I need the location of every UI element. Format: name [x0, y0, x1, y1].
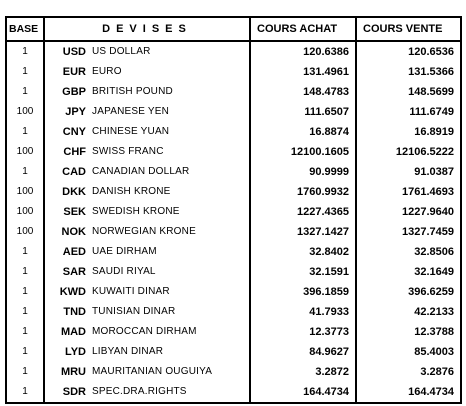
table-row — [6, 382, 461, 403]
table-row — [6, 41, 461, 62]
table-row — [6, 282, 461, 302]
table-row — [6, 222, 461, 242]
base-cell: 1 — [6, 322, 44, 342]
cours-vente-cell: 120.6536 — [356, 41, 461, 62]
header-devises: DEVISES — [44, 17, 250, 41]
table-row — [6, 302, 461, 322]
base-cell: 1 — [6, 302, 44, 322]
table-row — [6, 62, 461, 82]
base-cell: 1 — [6, 262, 44, 282]
currency-code: MRU — [44, 362, 92, 382]
currency-code: EUR — [44, 62, 92, 82]
table-row — [6, 82, 461, 102]
cours-vente-cell: 16.8919 — [356, 122, 461, 142]
cours-vente-cell: 12106.5222 — [356, 142, 461, 162]
cours-achat-cell: 1760.9932 — [250, 182, 356, 202]
cours-achat-cell: 1227.4365 — [250, 202, 356, 222]
cours-achat-cell: 1327.1427 — [250, 222, 356, 242]
cours-vente-cell: 1761.4693 — [356, 182, 461, 202]
table-row — [6, 122, 461, 142]
currency-code: JPY — [44, 102, 92, 122]
base-cell: 100 — [6, 142, 44, 162]
base-cell: 100 — [6, 202, 44, 222]
currency-name: MAURITANIAN OUGUIYA — [92, 362, 250, 382]
header-cours-achat: COURS ACHAT — [250, 17, 356, 41]
currency-name: SAUDI RIYAL — [92, 262, 250, 282]
cours-achat-cell: 131.4961 — [250, 62, 356, 82]
table-row — [6, 182, 461, 202]
currency-name: NORWEGIAN KRONE — [92, 222, 250, 242]
currency-name: SWISS FRANC — [92, 142, 250, 162]
currency-code: AED — [44, 242, 92, 262]
currency-code: DKK — [44, 182, 92, 202]
base-cell: 1 — [6, 382, 44, 403]
currency-name: UAE DIRHAM — [92, 242, 250, 262]
currency-code: NOK — [44, 222, 92, 242]
cours-vente-cell: 3.2876 — [356, 362, 461, 382]
header-row — [6, 17, 461, 41]
table-row — [6, 342, 461, 362]
currency-name: MOROCCAN DIRHAM — [92, 322, 250, 342]
cours-vente-cell: 396.6259 — [356, 282, 461, 302]
table-row — [6, 242, 461, 262]
cours-vente-cell: 131.5366 — [356, 62, 461, 82]
cours-achat-cell: 90.9999 — [250, 162, 356, 182]
currency-code: CHF — [44, 142, 92, 162]
cours-achat-cell: 12.3773 — [250, 322, 356, 342]
currency-code: KWD — [44, 282, 92, 302]
currency-code: SAR — [44, 262, 92, 282]
currency-code: CNY — [44, 122, 92, 142]
table-row — [6, 162, 461, 182]
base-cell: 1 — [6, 41, 44, 62]
currency-code: CAD — [44, 162, 92, 182]
base-cell: 1 — [6, 82, 44, 102]
table-row — [6, 202, 461, 222]
currency-name: CHINESE YUAN — [92, 122, 250, 142]
table-row — [6, 142, 461, 162]
base-cell: 100 — [6, 222, 44, 242]
currency-code: TND — [44, 302, 92, 322]
currency-name: CANADIAN DOLLAR — [92, 162, 250, 182]
exchange-rate-table — [5, 16, 462, 404]
cours-vente-cell: 85.4003 — [356, 342, 461, 362]
base-cell: 1 — [6, 162, 44, 182]
cours-achat-cell: 12100.1605 — [250, 142, 356, 162]
cours-achat-cell: 148.4783 — [250, 82, 356, 102]
cours-achat-cell: 164.4734 — [250, 382, 356, 403]
currency-name: KUWAITI DINAR — [92, 282, 250, 302]
currency-code: LYD — [44, 342, 92, 362]
cours-vente-cell: 42.2133 — [356, 302, 461, 322]
cours-achat-cell: 16.8874 — [250, 122, 356, 142]
currency-name: BRITISH POUND — [92, 82, 250, 102]
base-cell: 1 — [6, 342, 44, 362]
cours-achat-cell: 41.7933 — [250, 302, 356, 322]
cours-vente-cell: 32.1649 — [356, 262, 461, 282]
currency-name: US DOLLAR — [92, 41, 250, 62]
header-base: BASE — [6, 17, 44, 41]
table-row — [6, 322, 461, 342]
currency-name: LIBYAN DINAR — [92, 342, 250, 362]
rate-table-body — [6, 41, 461, 403]
cours-vente-cell: 111.6749 — [356, 102, 461, 122]
currency-name: TUNISIAN DINAR — [92, 302, 250, 322]
cours-vente-cell: 1327.7459 — [356, 222, 461, 242]
base-cell: 1 — [6, 242, 44, 262]
currency-name: SWEDISH KRONE — [92, 202, 250, 222]
cours-achat-cell: 32.1591 — [250, 262, 356, 282]
base-cell: 1 — [6, 62, 44, 82]
currency-code: MAD — [44, 322, 92, 342]
table-row — [6, 362, 461, 382]
header-cours-vente: COURS VENTE — [356, 17, 461, 41]
currency-code: GBP — [44, 82, 92, 102]
cours-achat-cell: 396.1859 — [250, 282, 356, 302]
currency-name: DANISH KRONE — [92, 182, 250, 202]
currency-name: SPEC.DRA.RIGHTS — [92, 382, 250, 403]
base-cell: 1 — [6, 362, 44, 382]
currency-code: SDR — [44, 382, 92, 403]
cours-vente-cell: 148.5699 — [356, 82, 461, 102]
base-cell: 1 — [6, 282, 44, 302]
cours-vente-cell: 32.8506 — [356, 242, 461, 262]
currency-code: USD — [44, 41, 92, 62]
cours-achat-cell: 84.9627 — [250, 342, 356, 362]
cours-vente-cell: 1227.9640 — [356, 202, 461, 222]
currency-name: EURO — [92, 62, 250, 82]
cours-achat-cell: 120.6386 — [250, 41, 356, 62]
cours-achat-cell: 32.8402 — [250, 242, 356, 262]
table-row — [6, 102, 461, 122]
currency-code: SEK — [44, 202, 92, 222]
base-cell: 100 — [6, 102, 44, 122]
table-row — [6, 262, 461, 282]
cours-vente-cell: 12.3788 — [356, 322, 461, 342]
currency-name: JAPANESE YEN — [92, 102, 250, 122]
cours-achat-cell: 3.2872 — [250, 362, 356, 382]
base-cell: 100 — [6, 182, 44, 202]
base-cell: 1 — [6, 122, 44, 142]
cours-vente-cell: 164.4734 — [356, 382, 461, 403]
cours-vente-cell: 91.0387 — [356, 162, 461, 182]
cours-achat-cell: 111.6507 — [250, 102, 356, 122]
